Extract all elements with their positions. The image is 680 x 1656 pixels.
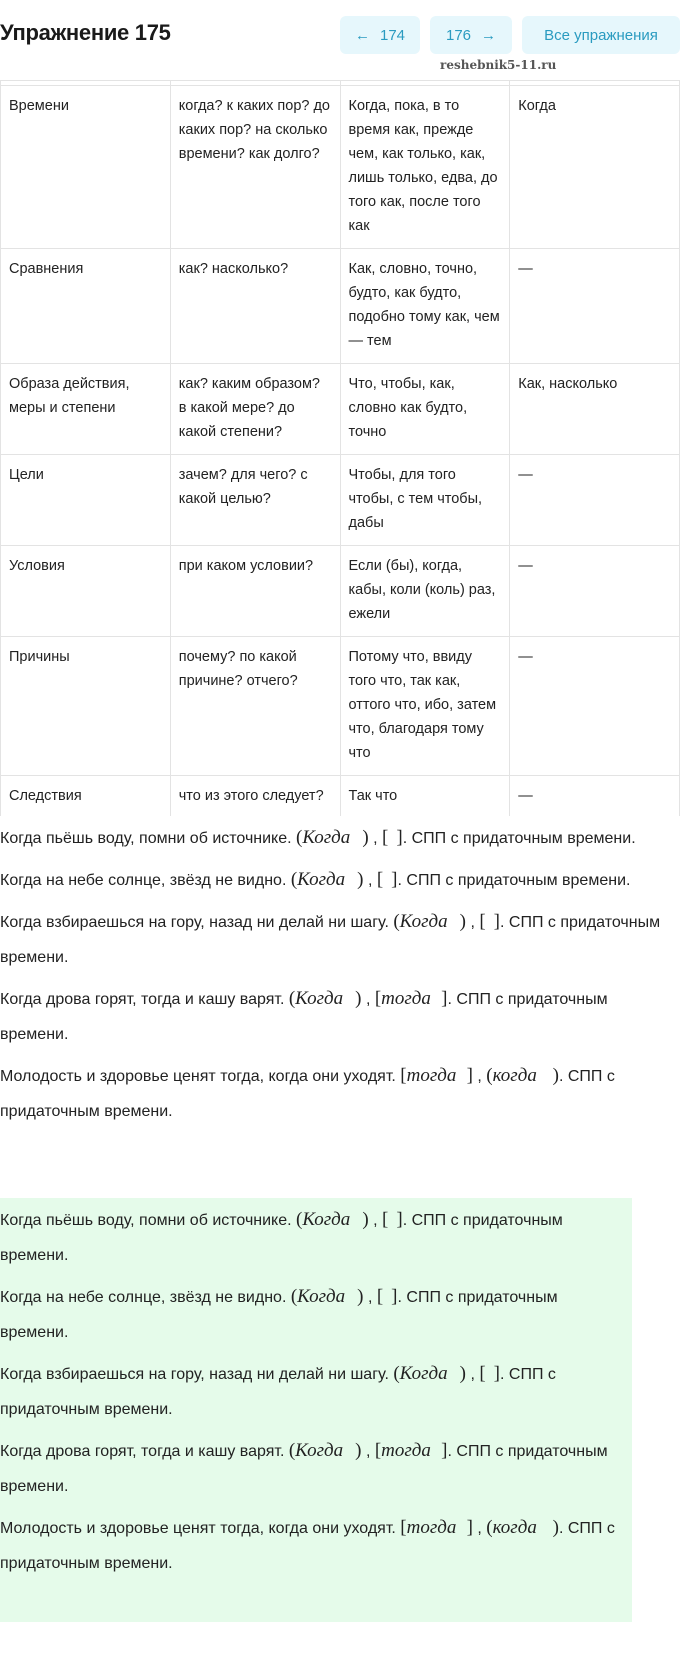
table-row (1, 455, 680, 546)
scheme-close: ) (552, 1065, 559, 1086)
scheme-close: ] (391, 869, 398, 890)
prev-label: 174 (379, 26, 406, 44)
answer-sentence: Когда взбираешься на гору, назад ни делай ни шагу. (Когда ) , [ ]. СПП с придаточным времени. (0, 1356, 620, 1427)
scheme-open: [ (374, 1440, 382, 1461)
prev-exercise-button[interactable] (340, 16, 420, 54)
scheme-open: [ (400, 1517, 407, 1538)
table-cell: Причины (1, 637, 171, 776)
scheme-open: [ (382, 827, 389, 848)
table-cell: Образа действия, меры и степени (1, 364, 171, 455)
scheme-word: Когда (399, 1363, 448, 1384)
clause-scheme (382, 1209, 403, 1230)
scheme-word: когда (492, 1517, 537, 1538)
scheme-word: Когда (297, 869, 346, 890)
scheme-word: тогда (406, 1065, 457, 1086)
scheme-open: [ (382, 1209, 389, 1230)
table-cell: зачем? для чего? с какой целью? (170, 455, 340, 546)
scheme-open: ( (393, 911, 400, 932)
watermark: reshebnik5-11.ru (440, 58, 557, 72)
sentence-text: Когда взбираешься на гору, назад ни делай ни шагу. (0, 1366, 389, 1383)
sentence-tail: . СПП с придаточным времени. (0, 1212, 563, 1264)
scheme-word: Когда (302, 827, 351, 848)
sentence-tail: . СПП с придаточным времени. (0, 1443, 608, 1495)
scheme-close: ) (362, 1209, 369, 1230)
clause-scheme (486, 1065, 559, 1086)
sentence-text: Когда взбираешься на гору, назад ни делай ни шагу. (0, 914, 389, 931)
all-label: Все упражнения (544, 26, 658, 44)
scheme-open: ( (288, 988, 296, 1009)
table-cell: как? насколько? (170, 249, 340, 364)
clause-scheme (296, 827, 369, 848)
scheme-open: [ (376, 1286, 384, 1307)
clause-scheme (377, 869, 398, 890)
conjunctions-table (0, 80, 680, 816)
answer-sentence: Когда дрова горят, тогда и кашу варят. (Когда ) , [тогда ]. СПП с придаточным времени. (0, 981, 680, 1052)
table-cell: когда? к каких пор? до каких пор? на сколько времени? как долго? (170, 86, 340, 249)
table-cell: Что, чтобы, как, словно как будто, точно (340, 364, 510, 455)
next-label: 176 (445, 26, 472, 44)
scheme-word: Когда (399, 911, 448, 932)
clause-scheme (377, 1286, 398, 1307)
table-row (1, 776, 680, 817)
table-cell: при каком условии? (170, 546, 340, 637)
scheme-open: ( (290, 869, 298, 890)
table-row (1, 637, 680, 776)
scheme-word: тогда (381, 988, 431, 1009)
scheme-close: ) (362, 827, 369, 848)
answer-sentence: Когда пьёшь воду, помни об источнике. (Когда ) , [ ]. СПП с придаточным времени. (0, 820, 680, 856)
sentence-tail: . СПП с придаточным времени. (0, 914, 661, 966)
scheme-word: Когда (295, 988, 344, 1009)
clause-scheme (291, 1286, 364, 1307)
table-cell: Следствия (1, 776, 171, 817)
clause-scheme (289, 1440, 362, 1461)
scheme-open: ( (486, 1517, 493, 1538)
sentence-tail: . СПП с придаточным времени. (0, 1366, 556, 1418)
table-cell: почему? по какой причине? отчего? (170, 637, 340, 776)
clause-scheme (375, 1440, 448, 1461)
table-cell: — (510, 455, 680, 546)
clause-scheme (486, 1517, 559, 1538)
clause-scheme (479, 911, 500, 932)
scheme-close: ] (441, 988, 448, 1009)
sentence-text: Когда на небе солнце, звёзд не видно. (0, 1289, 287, 1306)
clause-scheme (479, 1363, 500, 1384)
table-cell: Как, словно, точно, будто, как будто, подобно тому как, чем — тем (340, 249, 510, 364)
clause-scheme (393, 1363, 466, 1384)
table-cell: Потому что, ввиду того что, так как, оттого что, ибо, затем что, благодаря тому что (340, 637, 510, 776)
scheme-close: ] (441, 1440, 448, 1461)
scheme-open: ( (393, 1363, 400, 1384)
arrow-right-icon: → (481, 26, 497, 44)
sentence-text: Когда дрова горят, тогда и кашу варят. (0, 1443, 285, 1460)
table-cell: — (510, 249, 680, 364)
scheme-close: ) (357, 869, 364, 890)
table-cell: Цели (1, 455, 171, 546)
scheme-close: ) (552, 1517, 559, 1538)
answer-sentence: Когда взбираешься на гору, назад ни делай ни шагу. (Когда ) , [ ]. СПП с придаточным времени. (0, 904, 680, 975)
sentence-text: Когда пьёшь воду, помни об источнике. (0, 1212, 292, 1229)
scheme-word: Когда (295, 1440, 344, 1461)
scheme-word: когда (492, 1065, 537, 1086)
scheme-close: ] (493, 911, 500, 932)
scheme-open: ( (486, 1065, 493, 1086)
scheme-close: ] (493, 1363, 500, 1384)
table-row (1, 86, 680, 249)
scheme-word: тогда (406, 1517, 457, 1538)
sentence-text: Когда пьёшь воду, помни об источнике. (0, 830, 292, 847)
answer-sentence: Когда пьёшь воду, помни об источнике. (Когда ) , [ ]. СПП с придаточным времени. (0, 1202, 620, 1273)
table-cell: Когда (510, 86, 680, 249)
answer-sentence: Когда на небе солнце, звёзд не видно. (Когда ) , [ ]. СПП с придаточным времени. (0, 862, 680, 898)
table-cell: Сравнения (1, 249, 171, 364)
clause-scheme (400, 1517, 473, 1538)
scheme-open: [ (374, 988, 382, 1009)
table-cell: — (510, 637, 680, 776)
scheme-open: ( (296, 827, 303, 848)
sentence-text: Молодость и здоровье ценят тогда, когда они уходят. (0, 1068, 396, 1085)
scheme-open: [ (400, 1065, 407, 1086)
table-cell: Как, насколько (510, 364, 680, 455)
sentence-tail: . СПП с придаточным времени. (0, 1068, 615, 1120)
scheme-open: ( (290, 1286, 298, 1307)
table-cell: Чтобы, для того чтобы, с тем чтобы, дабы (340, 455, 510, 546)
table-cell: — (510, 546, 680, 637)
answer-sentence: Молодость и здоровье ценят тогда, когда они уходят. [тогда ] , (когда ). СПП с придаточным времени. (0, 1058, 680, 1129)
scheme-word: Когда (302, 1209, 351, 1230)
page-title: Упражнение 175 (0, 20, 171, 45)
sentence-tail: . СПП с придаточным времени. (0, 1289, 558, 1341)
scheme-close: ] (466, 1517, 473, 1538)
sentence-tail: . СПП с придаточным времени. (0, 991, 608, 1043)
clause-scheme (289, 988, 362, 1009)
table-row (1, 364, 680, 455)
scheme-word: Когда (297, 1286, 346, 1307)
scheme-close: ] (466, 1065, 473, 1086)
scheme-close: ) (355, 988, 362, 1009)
scheme-open: [ (479, 911, 486, 932)
sentence-tail: . СПП с придаточным времени. (402, 830, 636, 847)
table-cell: — (510, 776, 680, 817)
table-row (1, 546, 680, 637)
table-cell: Так что (340, 776, 510, 817)
all-exercises-button[interactable] (522, 16, 680, 54)
arrow-left-icon: ← (354, 26, 370, 44)
scheme-close: ] (396, 827, 403, 848)
table-cell: Когда, пока, в то время как, прежде чем, как только, как, лишь только, едва, до того как, после того как (340, 86, 510, 249)
clause-scheme (400, 1065, 473, 1086)
answer-sentence: Когда дрова горят, тогда и кашу варят. (Когда ) , [тогда ]. СПП с придаточным времени. (0, 1433, 620, 1504)
scheme-close: ) (357, 1286, 364, 1307)
table-cell: что из этого следует? (170, 776, 340, 817)
scheme-close: ) (355, 1440, 362, 1461)
table-cell: как? каким образом? в какой мере? до какой степени? (170, 364, 340, 455)
table-cell: Времени (1, 86, 171, 249)
clause-scheme (291, 869, 364, 890)
correct-answer-box (0, 1198, 632, 1622)
scheme-close: ] (391, 1286, 398, 1307)
clause-scheme (375, 988, 448, 1009)
sentence-tail: . СПП с придаточным времени. (397, 872, 631, 889)
scheme-open: ( (288, 1440, 296, 1461)
sentence-text: Молодость и здоровье ценят тогда, когда они уходят. (0, 1520, 396, 1537)
scheme-close: ) (459, 1363, 466, 1384)
sentence-text: Когда дрова горят, тогда и кашу варят. (0, 991, 285, 1008)
table-cell: Условия (1, 546, 171, 637)
scheme-open: ( (296, 1209, 303, 1230)
scheme-open: [ (479, 1363, 486, 1384)
sentence-tail: . СПП с придаточным времени. (0, 1520, 615, 1572)
sentence-text: Когда на небе солнце, звёзд не видно. (0, 872, 287, 889)
answer-sentence: Когда на небе солнце, звёзд не видно. (Когда ) , [ ]. СПП с придаточным времени. (0, 1279, 620, 1350)
clause-scheme (382, 827, 403, 848)
clause-scheme (393, 911, 466, 932)
answer-sentence: Молодость и здоровье ценят тогда, когда они уходят. [тогда ] , (когда ). СПП с придаточным времени. (0, 1510, 620, 1581)
table-cell: Если (бы), когда, кабы, коли (коль) раз, ежели (340, 546, 510, 637)
scheme-open: [ (376, 869, 384, 890)
next-exercise-button[interactable] (430, 16, 512, 54)
clause-scheme (296, 1209, 369, 1230)
scheme-close: ) (459, 911, 466, 932)
answers-list (0, 820, 680, 1129)
table-row (1, 249, 680, 364)
scheme-close: ] (396, 1209, 403, 1230)
scheme-word: тогда (381, 1440, 431, 1461)
